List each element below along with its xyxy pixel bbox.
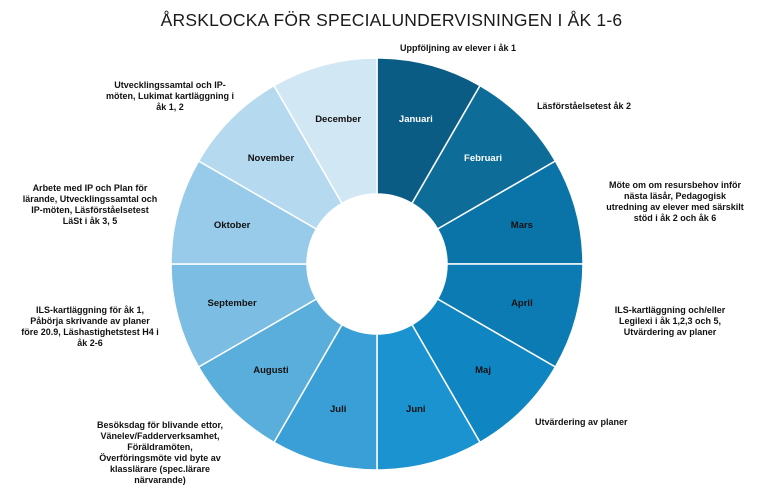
month-label-maj: Maj <box>475 365 491 377</box>
note-line: Uppföljning av elever i åk 1 <box>400 43 517 53</box>
month-label-juni: Juni <box>406 403 426 415</box>
month-label-december: December <box>315 114 362 126</box>
note-line: närvarande) <box>134 475 186 485</box>
note-line: utredning av elever med särskilt <box>606 202 744 212</box>
note-line: LäSt i åk 3, 5 <box>62 216 118 226</box>
month-label-november: November <box>247 152 295 164</box>
note-august-september <box>0 305 180 349</box>
month-label-februari: Februari <box>464 152 503 164</box>
month-label-juli: Juli <box>329 403 347 415</box>
note-october <box>0 183 180 227</box>
note-line: Vänelev/Fadderverksamhet, <box>100 431 220 441</box>
month-segments <box>171 58 583 470</box>
month-label-september: September <box>207 297 257 309</box>
note-line: Utvecklingssamtal och IP- <box>114 80 226 90</box>
note-june-july <box>70 420 250 486</box>
note-february <box>537 101 687 112</box>
note-line: lärande, Utvecklingssamtal och <box>22 194 158 204</box>
note-january <box>400 43 550 54</box>
note-line: ILS-kartläggning för åk 1, <box>35 305 145 315</box>
note-may <box>535 417 685 428</box>
note-line: Läsförståelsetest åk 2 <box>537 101 632 111</box>
note-line: möten, Lukimat kartläggning i <box>105 91 234 101</box>
page-title: ÅRSKLOCKA FÖR SPECIALUNDERVISNINGEN I ÅK 1-6 <box>160 10 623 30</box>
month-label-mars: Mars <box>510 220 533 232</box>
note-line: Arbete med IP och Plan för <box>32 183 148 193</box>
note-december <box>80 80 260 113</box>
note-line: stöd i åk 2 och åk 6 <box>633 213 717 223</box>
month-label-augusti: Augusti <box>253 365 289 377</box>
note-line: Besöksdag för blivande ettor, <box>96 420 224 430</box>
note-line: Överföringsmöte vid byte av <box>99 453 221 463</box>
month-label-januari: Januari <box>398 114 433 126</box>
note-line: Legilexi i åk 1,2,3 och 5, <box>618 316 722 326</box>
note-april <box>585 305 755 338</box>
note-line: Utvärdering av planer <box>535 417 628 427</box>
note-line: åk 1, 2 <box>156 102 184 112</box>
note-line: Möte om om resursbehov inför <box>608 180 742 190</box>
note-line: Föräldramöten, <box>127 442 193 452</box>
month-label-april: April <box>511 297 533 309</box>
note-line: Påbörja skrivande av planer <box>30 316 150 326</box>
note-line: före 20.9, Läshastighetstest H4 i <box>21 327 159 337</box>
note-line: Utvärdering av planer <box>623 327 717 337</box>
month-label-oktober: Oktober <box>213 220 251 232</box>
note-line: IP-möten, Läsförståelsetest <box>31 205 149 215</box>
note-line: klasslärare (spec.lärare <box>109 464 211 474</box>
note-line: ILS-kartläggning och/eller <box>614 305 726 315</box>
note-line: nästa läsår, Pedagogisk <box>623 191 727 201</box>
note-line: åk 2-6 <box>77 338 103 348</box>
note-march <box>585 180 765 224</box>
